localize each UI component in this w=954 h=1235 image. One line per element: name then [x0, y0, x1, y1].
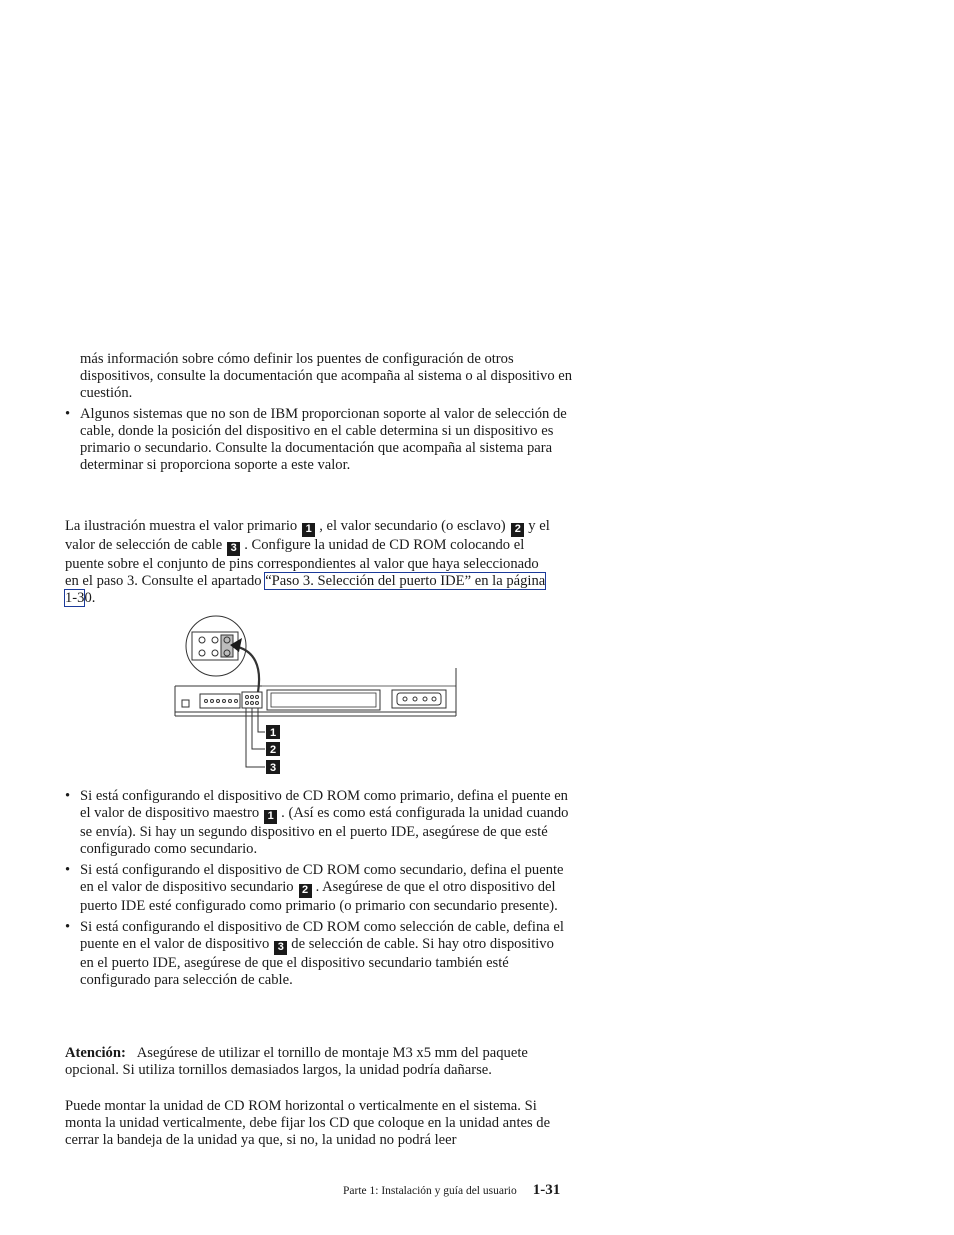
figure-callout-2 — [266, 742, 280, 756]
intro-continuation: más información sobre cómo definir los puentes de configuración de otros dispositivos, consulte la documentación que acompaña al sistema o al dispositivo en cuestión. — [80, 351, 573, 401]
illustration-paragraph — [65, 518, 555, 607]
cross-reference-link[interactable]: “Paso 3. Selección del puerto IDE” en la página 1-3 — [65, 573, 546, 606]
bullet-cable-select — [65, 919, 570, 989]
figure-callout-1 — [266, 725, 280, 739]
bullet-text: . (Así es como está configurada la unidad cuando se envía). Si hay un segundo dispositivo en el puerto IDE, asegúrese de que esté configurado como secundario. — [80, 805, 569, 857]
figure-callout-label: 3 — [269, 762, 277, 774]
para-text: . Configure la unidad de CD ROM colocando el puente sobre el conjunto de pins correspondientes al valor que haya seleccionado en el paso 3. Consulte el apartado — [65, 537, 539, 589]
bullet-secondary — [65, 862, 570, 915]
callout-badge-2: 2 — [299, 884, 312, 898]
drive-square — [182, 700, 189, 707]
bullet-text: . Asegúrese de que el otro dispositivo del puerto IDE esté configurado como primario (o primario con secundario presente). — [80, 879, 558, 914]
para-text: 0. — [84, 590, 96, 606]
bullet-primary — [65, 788, 570, 858]
mount-text: Puede montar la unidad de CD ROM horizontal o verticalmente en el sistema. Si monta la unidad verticalmente, debe fijar los CD que coloque en la unidad antes de cerrar la bandeja de la unidad ya que, si no, la unidad no podrá leer — [65, 1098, 551, 1148]
jumper-bullets — [65, 788, 570, 989]
bullet-ibm — [65, 406, 575, 474]
callout-badge-3: 3 — [227, 542, 240, 556]
page-number: 1-31 — [532, 1182, 561, 1198]
para-text: y el valor de selección de cable — [65, 518, 550, 553]
para-text: La ilustración muestra el valor primario — [65, 518, 298, 534]
bullet-text: de selección de cable. Si hay otro dispositivo en el puerto IDE, asegúrese de que el dispositivo secundario también esté configurado para selección de cable. — [80, 936, 554, 988]
cdrom-jumper-illustration — [170, 612, 462, 780]
bullet-text: Si está configurando el dispositivo de CD ROM como selección de cable, defina el puente en el valor de dispositivo — [80, 919, 564, 952]
bullet-dot: • — [65, 862, 71, 878]
figure-callout-3 — [266, 760, 280, 774]
attention-text: Asegúrese de utilizar el tornillo de montaje M3 x5 mm del paquete opcional. Si utiliza tornillos demasiados largos, la unidad podría dañarse. — [65, 1045, 528, 1078]
bullet-text: Si está configurando el dispositivo de CD ROM como secundario, defina el puente en el valor de dispositivo secundario — [80, 862, 564, 895]
intro-block — [65, 351, 575, 474]
bullet-dot: • — [65, 919, 71, 935]
bullet-text: Si está configurando el dispositivo de CD ROM como primario, defina el puente en el valor de dispositivo maestro — [80, 788, 568, 821]
callout-badge-2: 2 — [511, 523, 524, 537]
callout-badge-3: 3 — [274, 941, 287, 955]
attention-label: Atención: — [65, 1045, 126, 1061]
jumper-block — [242, 692, 262, 708]
attention-note — [65, 1045, 575, 1079]
bullet-dot: • — [65, 406, 71, 422]
jumper-cap — [221, 635, 233, 657]
figure-callout-label: 1 — [269, 727, 277, 739]
mount-paragraph — [65, 1098, 565, 1149]
leader-line-3 — [246, 708, 265, 767]
page-footer — [343, 1182, 583, 1200]
bullet-ibm-text: Algunos sistemas que no son de IBM proporcionan soporte al valor de selección de cable, donde la posición del dispositivo en el cable determina si un dispositivo es primario o secundario. Consulte la documentación que acompaña al sistema para determinar si proporciona soporte a este valor. — [80, 406, 567, 473]
footer-text: Parte 1: Instalación y guía del usuario — [343, 1185, 517, 1197]
figure-callout-label: 2 — [269, 744, 277, 756]
callout-badge-1: 1 — [264, 810, 277, 824]
para-text: , el valor secundario (o esclavo) — [319, 518, 506, 534]
callout-badge-1: 1 — [302, 523, 315, 537]
bullet-dot: • — [65, 788, 71, 804]
